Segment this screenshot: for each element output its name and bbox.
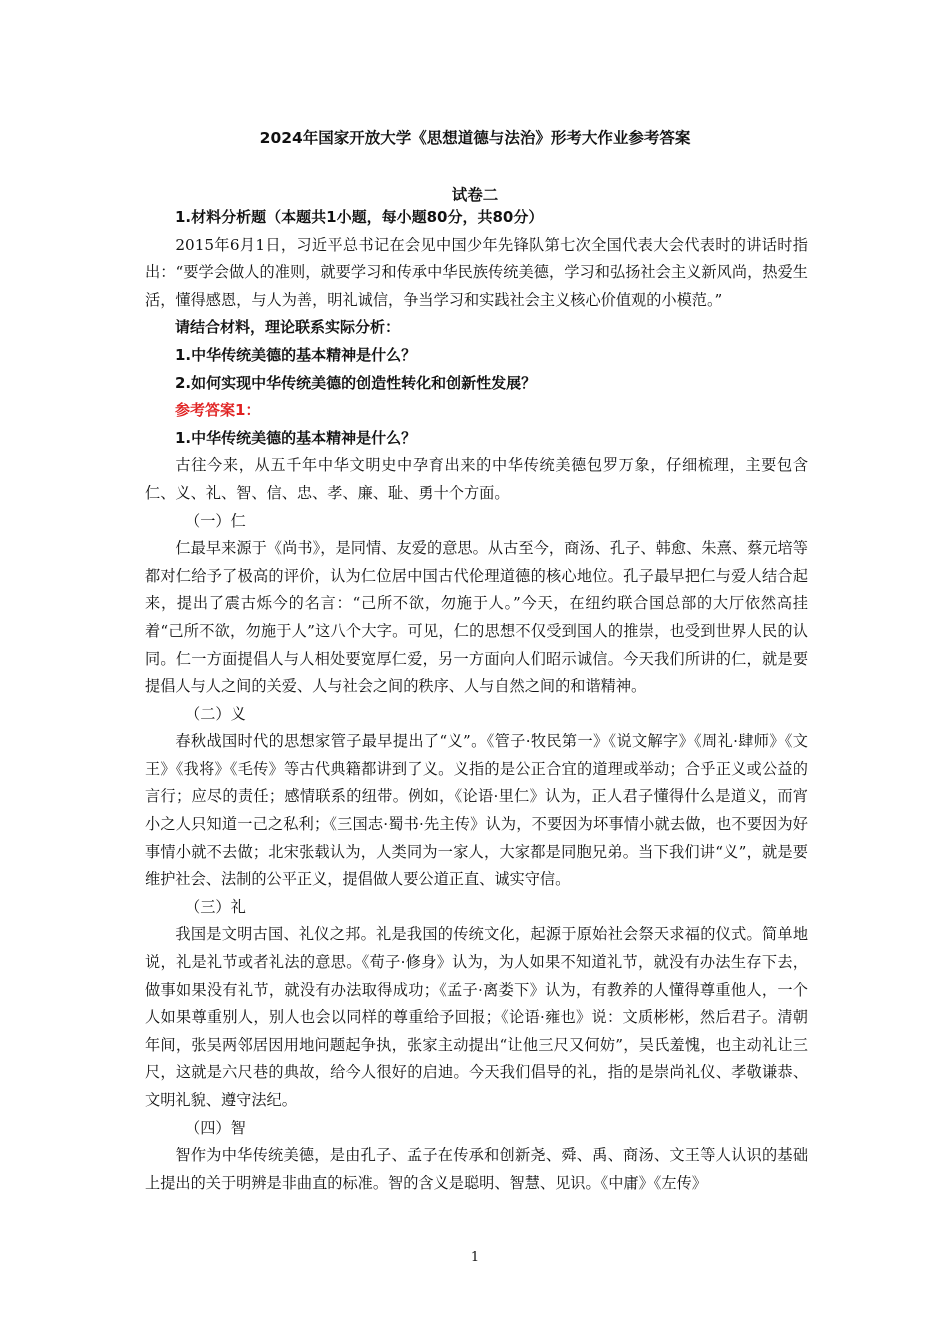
section-heading-li: （三）礼 bbox=[185, 897, 246, 916]
document-body bbox=[145, 204, 808, 1197]
question-prompt: 请结合材料，理论联系实际分析： bbox=[175, 318, 401, 337]
section-heading-yi: （二）义 bbox=[185, 704, 246, 723]
section-text-yi: 春秋战国时代的思想家管子最早提出了“义”。《管子·牧民第一》《说文解字》《周礼·肆师》《文王》《我将》《毛传》等古代典籍都讲到了义。义指的是公正合宜的道理或举动；合乎正义或公益的言行；应尽的责任；感情联系的纽带。例如，《论语·里仁》认为，正人君子懂得什么是道义，而宵小之人只知道一己之私利；《三国志·蜀书·先主传》认为，不要因为坏事情小就去做，也不要因为好事情小就不去做；北宋张载认为，人类同为一家人，大家都是同胞兄弟。当下我们讲“义”，就是要维护社会、法制的公平正义，提倡做人要公道正直、诚实守信。 bbox=[145, 732, 808, 889]
material-paragraph: 2015年6月1日，习近平总书记在会见中国少年先锋队第七次全国代表大会代表时的讲话时指出：“要学会做人的准则，就要学习和传承中华民族传统美德，学习和弘扬社会主义新风尚，热爱生活，懂得感恩，与人为善，明礼诚信，争当学习和实践社会主义核心价值观的小模范。” bbox=[145, 235, 808, 309]
question-2: 2.如何实现中华传统美德的创造性转化和创新性发展？ bbox=[175, 373, 537, 392]
section-text-zhi: 智作为中华传统美德，是由孔子、孟子在传承和创新尧、舜、禹、商汤、文王等人认识的基础上提出的关于明辨是非曲直的标准。智的含义是聪明、智慧、见识。《中庸》《左传》 bbox=[145, 1146, 808, 1192]
document-title: 2024年国家开放大学《思想道德与法治》形考大作业参考答案 bbox=[259, 129, 691, 147]
intro-paragraph: 古往今来，从五千年中华文明史中孕育出来的中华传统美德包罗万象，仔细梳理，主要包含仁、义、礼、智、信、忠、孝、廉、耻、勇十个方面。 bbox=[145, 456, 808, 502]
answer-label: 参考答案1： bbox=[175, 401, 261, 420]
section-text-li: 我国是文明古国、礼仪之邦。礼是我国的传统文化，起源于原始社会祭天求福的仪式。简单地说，礼是礼节或者礼法的意思。《荀子·修身》认为，为人如果不知道礼节，就没有办法生存下去，做事如果没有礼节，就没有办法取得成功；《孟子·离娄下》认为，有教养的人懂得尊重他人，一个人如果尊重别人，别人也会以同样的尊重给予回报；《论语·雍也》说：文质彬彬，然后君子。清朝年间，张吴两邻居因用地问题起争执，张家主动提出“让他三尺又何妨”，吴氏羞愧，也主动礼让三尺，这就是六尺巷的典故，给今人很好的启迪。今天我们倡导的礼，指的是崇尚礼仪、孝敬谦恭、文明礼貌、遵守法纪。 bbox=[145, 925, 808, 1109]
section-text-ren: 仁最早来源于《尚书》，是同情、友爱的意思。从古至今，商汤、孔子、韩愈、朱熹、蔡元培等都对仁给予了极高的评价，认为仁位居中国古代伦理道德的核心地位。孔子最早把仁与爱人结合起来，提出了震古烁今的名言：“己所不欲，勿施于人。”今天，在纽约联合国总部的大厅依然高挂着“己所不欲，勿施于人”这八个大字。可见，仁的思想不仅受到国人的推崇，也受到世界人民的认同。仁一方面提倡人与人相处要宽厚仁爱，另一方面向人们昭示诚信。今天我们所讲的仁，就是要提倡人与人之间的关爱、人与社会之间的秩序、人与自然之间的和谐精神。 bbox=[145, 539, 808, 696]
section-heading-ren: （一）仁 bbox=[185, 511, 246, 530]
section-heading-zhi: （四）智 bbox=[185, 1118, 246, 1137]
question-1: 1.中华传统美德的基本精神是什么？ bbox=[175, 345, 417, 364]
document-subtitle: 试卷二 bbox=[451, 186, 499, 204]
page-number: 1 bbox=[470, 1250, 480, 1265]
section-heading: 1.材料分析题（本题共1小题，每小题80分，共80分） bbox=[175, 208, 544, 226]
answer-question: 1.中华传统美德的基本精神是什么？ bbox=[175, 428, 417, 447]
